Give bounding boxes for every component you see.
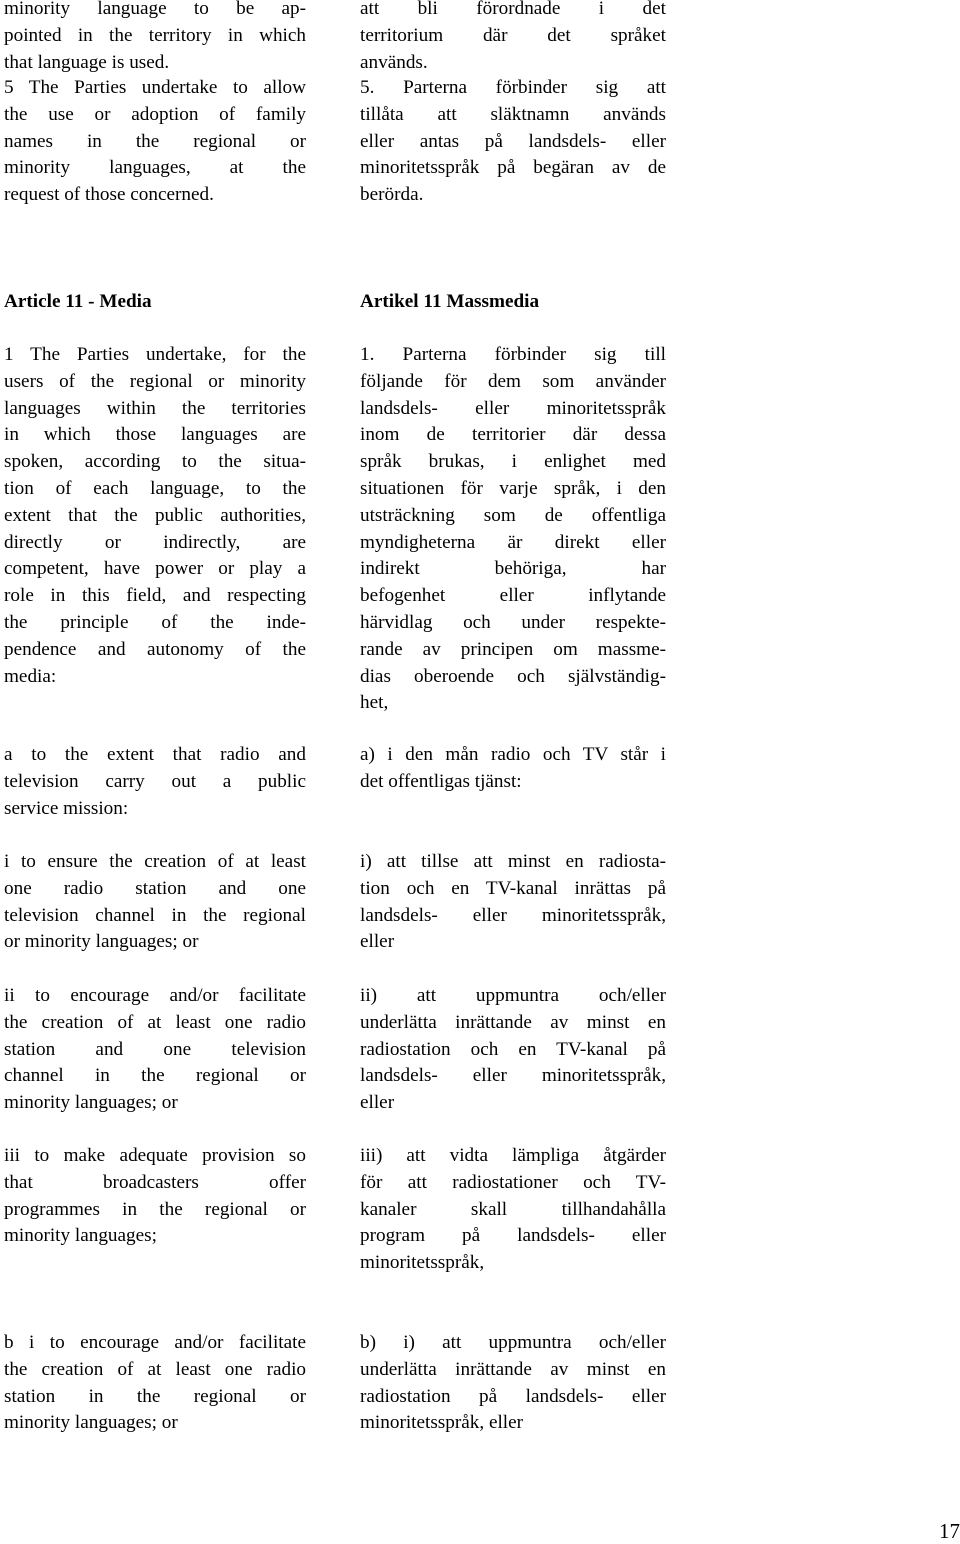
text-line: a) i den mån radio och TV står i [360, 744, 666, 765]
text-line: 5. Parterna förbinder sig att [360, 77, 666, 98]
english-paragraph [4, 1330, 306, 1437]
text-line: programmes in the regional or [4, 1198, 306, 1220]
text-line: att bli förordnade i det [360, 0, 666, 19]
text-line: minority languages; [4, 1225, 157, 1247]
text-line: television carry out a public [4, 770, 306, 792]
swedish-paragraph [360, 342, 666, 717]
text-line: in which those languages are [4, 424, 306, 446]
text-line: eller [360, 931, 395, 953]
text-line: underlätta inrättande av minst en [360, 1011, 666, 1033]
heading-text: Artikel 11 Massmedia [360, 291, 540, 312]
text-line: i) att tillse att minst en radiosta- [360, 851, 666, 872]
text-line: minority language to be ap- [4, 0, 306, 19]
text-line: radiostation på landsdels- eller [360, 1385, 666, 1407]
text-line: competent, have power or play a [4, 558, 306, 580]
text-line: program på landsdels- eller [360, 1225, 666, 1247]
text-line: tion och en TV-kanal inrättas på [360, 877, 666, 899]
text-line: det offentligas tjänst: [360, 770, 522, 792]
text-line: station and one television [4, 1038, 306, 1060]
text-line: 5 The Parties undertake to allow [4, 77, 306, 98]
text-line: minority languages, at the [4, 157, 306, 179]
text-line: eller antas på landsdels- eller [360, 130, 666, 152]
text-line: landsdels- eller minoritetsspråk [360, 397, 666, 419]
text-line: härvidlag och under respekte- [360, 611, 666, 633]
text-line: tion of each language, to the [4, 477, 306, 499]
text-line: b) i) att uppmuntra och/eller [360, 1332, 666, 1353]
text-line: används. [360, 51, 428, 73]
text-line: språk brukas, i enlighet med [360, 451, 666, 473]
text-line: pointed in the territory in which [4, 24, 306, 46]
text-line: a to the extent that radio and [4, 744, 306, 765]
text-line: i to ensure the creation of at least [4, 851, 306, 872]
page-number: 17 [939, 1519, 960, 1543]
text-line: station in the regional or [4, 1385, 306, 1407]
swedish-paragraph [360, 849, 666, 956]
text-line: channel in the regional or [4, 1065, 306, 1087]
english-article-heading [4, 289, 306, 316]
text-line: indirekt behöriga, har [360, 558, 666, 580]
text-line: för att radiostationer och TV- [360, 1171, 666, 1193]
swedish-paragraph [360, 1330, 666, 1437]
english-paragraph [4, 983, 306, 1117]
text-line: minority languages; or [4, 1092, 178, 1114]
text-line: underlätta inrättande av minst en [360, 1358, 666, 1380]
text-line: inom de territorier där dessa [360, 424, 666, 446]
text-line: het, [360, 692, 389, 714]
english-paragraph [4, 0, 306, 76]
text-line: befogenhet eller inflytande [360, 585, 666, 607]
text-line: that broadcasters offer [4, 1171, 306, 1193]
text-line: pendence and autonomy of the [4, 638, 306, 660]
text-line: service mission: [4, 797, 129, 819]
text-line: radiostation och en TV-kanal på [360, 1038, 666, 1060]
text-line: minoritetsspråk på begäran av de [360, 157, 666, 179]
text-line: 1. Parterna förbinder sig till [360, 344, 666, 365]
text-line: the creation of at least one radio [4, 1358, 306, 1380]
text-line: the principle of the inde- [4, 611, 306, 633]
text-line: berörda. [360, 184, 424, 206]
swedish-paragraph [360, 75, 666, 209]
text-line: tillåta att släktnamn används [360, 103, 666, 125]
text-line: directly or indirectly, are [4, 531, 306, 553]
english-paragraph [4, 342, 306, 690]
text-line: b i to encourage and/or facilitate [4, 1332, 306, 1353]
text-line: följande för dem som använder [360, 370, 666, 392]
english-paragraph [4, 75, 306, 209]
text-line: eller [360, 1092, 395, 1114]
text-line: utsträckning som de offentliga [360, 504, 666, 526]
text-line: 1 The Parties undertake, for the [4, 344, 306, 365]
text-line: extent that the public authorities, [4, 504, 306, 526]
swedish-paragraph [360, 742, 666, 796]
swedish-paragraph [360, 1143, 666, 1277]
text-line: minoritetsspråk, [360, 1252, 485, 1274]
text-line: names in the regional or [4, 130, 306, 152]
text-line: landsdels- eller minoritetsspråk, [360, 1065, 666, 1087]
text-line: iii) att vidta lämpliga åtgärder [360, 1145, 666, 1166]
text-line: territorium där det språket [360, 24, 666, 46]
text-line: kanaler skall tillhandahålla [360, 1198, 666, 1220]
text-line: one radio station and one [4, 877, 306, 899]
heading-text: Article 11 - Media [4, 291, 152, 312]
text-line: users of the regional or minority [4, 370, 306, 392]
text-line: that language is used. [4, 51, 170, 73]
text-line: or minority languages; or [4, 931, 199, 953]
text-line: minority languages; or [4, 1412, 178, 1434]
text-line: landsdels- eller minoritetsspråk, [360, 904, 666, 926]
text-line: iii to make adequate provision so [4, 1145, 306, 1166]
text-line: minoritetsspråk, eller [360, 1412, 524, 1434]
text-line: spoken, according to the situa- [4, 451, 306, 473]
text-line: media: [4, 665, 57, 687]
text-line: situationen för varje språk, i den [360, 477, 666, 499]
swedish-paragraph [360, 0, 666, 76]
text-line: rande av principen om massme- [360, 638, 666, 660]
text-line: the use or adoption of family [4, 103, 306, 125]
english-paragraph [4, 849, 306, 956]
text-line: dias oberoende och självständig- [360, 665, 666, 687]
swedish-article-heading [360, 289, 666, 316]
text-line: languages within the territories [4, 397, 306, 419]
english-paragraph [4, 1143, 306, 1250]
text-line: the creation of at least one radio [4, 1011, 306, 1033]
text-line: role in this field, and respecting [4, 585, 306, 607]
text-line: request of those concerned. [4, 184, 214, 206]
text-line: ii) att uppmuntra och/eller [360, 985, 666, 1006]
text-line: television channel in the regional [4, 904, 306, 926]
english-paragraph [4, 742, 306, 822]
text-line: myndigheterna är direkt eller [360, 531, 666, 553]
text-line: ii to encourage and/or facilitate [4, 985, 306, 1006]
swedish-paragraph [360, 983, 666, 1117]
